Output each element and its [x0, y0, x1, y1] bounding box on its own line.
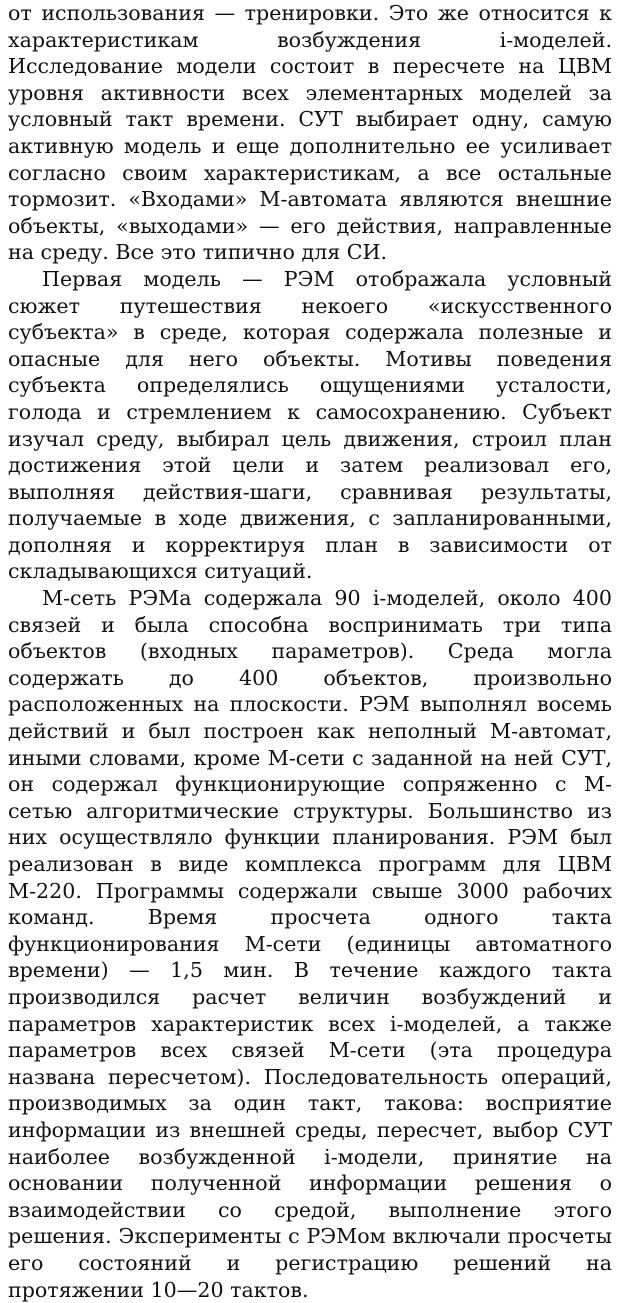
- paragraph-continuation: от использования — тренировки. Это же относится к характеристикам возбуждения i-моделей. Исследование модели состоит в пересчете на ЦВМ уровня активности всех элементарных моделей за условный такт времени. СУТ выбирает одну, самую активную модель и еще дополнительно ее усиливает согласно своим характеристикам, а все остальные тормозит. «Входами» М-автомата являются внешние объекты, «выходами» — его действия, направленные на среду. Все это типично для СИ.: [8, 1, 612, 265]
- paragraph-m-network: М-сеть РЭМа содержала 90 i-моделей, около 400 связей и была способна воспринимать три типа объектов (входных параметров). Среда могла содержать до 400 объектов, произвольно расположенных на плоскости. РЭМ выполнял восемь действий и был построен как неполный М-автомат, иными словами, кроме М-сети с заданной на ней СУТ, он содержал функционирующие сопряженно с М-сетью алгоритмические структуры. Большинство из них осуществляло функции планирования. РЭМ был реализован в виде комплекса программ для ЦВМ М-220. Программы содержали свыше 3000 рабочих команд. Время просчета одного такта функционирования М-сети (единицы автоматного времени) — 1,5 мин. В течение каждого такта производился расчет величин возбуждений и параметров характеристик всех i-моделей, а также параметров всех связей М-сети (эта процедура названа пересчетом). Последовательность операций, производимых за один такт, такова: восприятие информации из внешней среды, пересчет, выбор СУТ наиболее возбужденной i-модели, принятие на основании полученной информации решения о взаимодействии со средой, выполнение этого решения. Эксперименты с РЭМом включали просчеты его состояний и регистрацию решений на протяжении 10—20 тактов.: [8, 586, 612, 1302]
- book-page: [8, 0, 612, 1303]
- paragraph-rem-model: Первая модель — РЭМ отображала условный сюжет путешествия некоего «искусственного субъекта» в среде, которая содержала полезные и опасные для него объекты. Мотивы поведения субъекта определялись ощущениями усталости, голода и стремлением к самосохранению. Субъект изучал среду, выбирал цель движения, строил план достижения этой цели и затем реализовал его, выполняя действия-шаги, сравнивая результаты, получаемые в ходе движения, с запланированными, дополняя и корректируя план в зависимости от складывающихся ситуаций.: [8, 266, 612, 584]
